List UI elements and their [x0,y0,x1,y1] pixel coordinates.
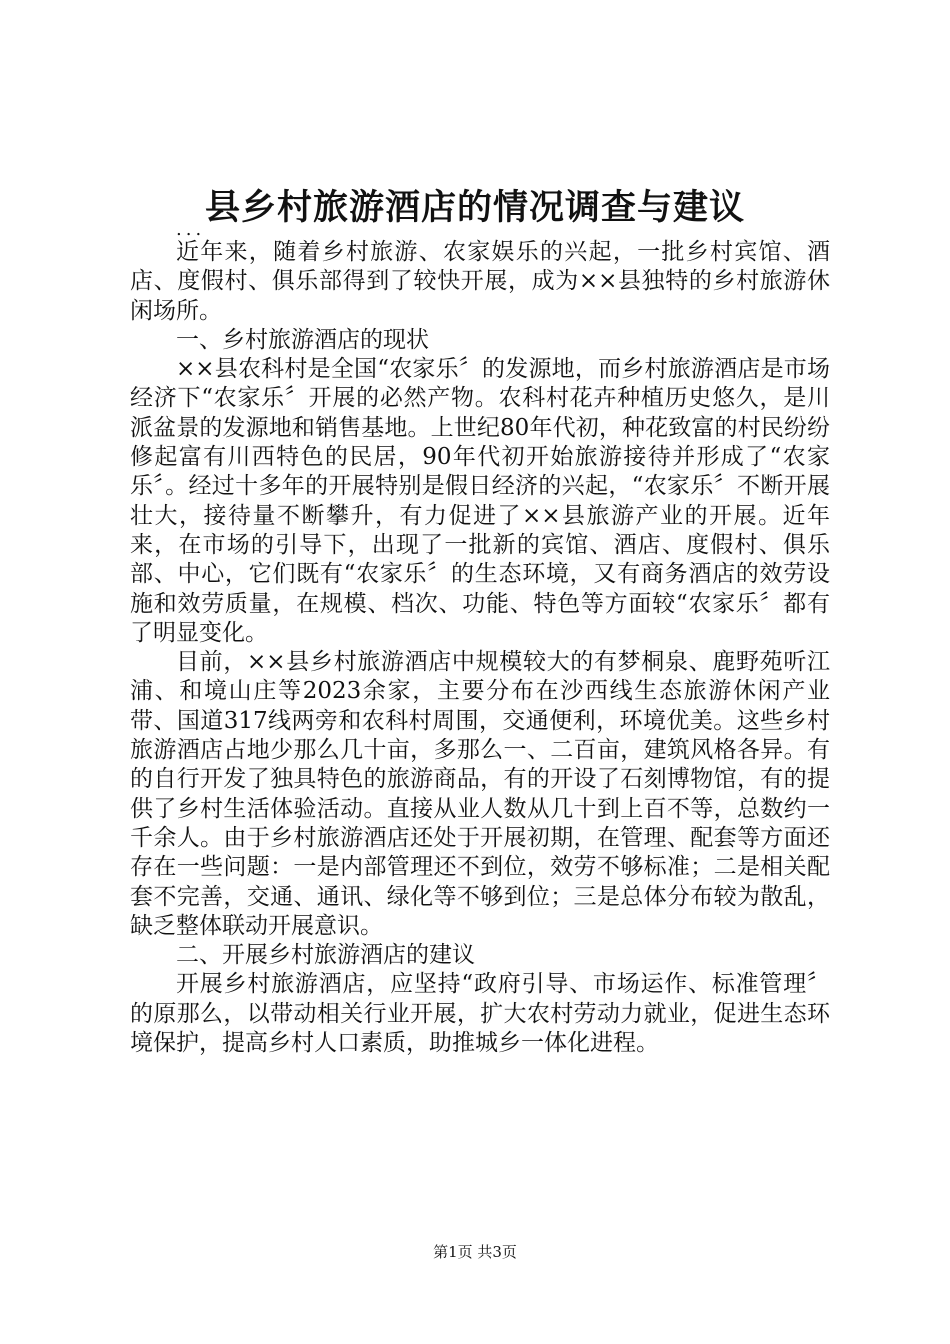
page-footer: 第1页 共3页 [433,1243,517,1261]
section-heading-2: 二、开展乡村旅游酒店的建议 [176,942,475,969]
document-body [130,238,830,1058]
paragraph-status: ××县农科村是全国“农家乐〞的发源地，而乡村旅游酒店是市场经济下“农家乐〞开展的必然产物。农科村花卉种植历史悠久，是川派盆景的发源地和销售基地。上世纪80年代初，种花致富的村民纷纷修起富有川西特色的民居，90年代初开始旅游接待并形成了“农家乐〞。经过十多年的开展特别是假日经济的兴起，“农家乐〞不断开展壮大，接待量不断攀升，有力促进了××县旅游产业的开展。近年来，在市场的引导下，出现了一批新的宾馆、酒店、度假村、俱乐部、中心，它们既有“农家乐〞的生态环境，又有商务酒店的效劳设施和效劳质量，在规模、档次、功能、特色等方面较“农家乐〞都有了明显变化。 [130,356,830,646]
section-heading-1: 一、乡村旅游酒店的现状 [176,326,429,353]
paragraph-current: 目前，××县乡村旅游酒店中规模较大的有梦桐泉、鹿野苑听江浦、和境山庄等2023余家，主要分布在沙西线生态旅游休闲产业带、国道317线两旁和农科村周围，交通便利，环境优美。这些乡村旅游酒店占地少那么几十亩，多那么一、二百亩，建筑风格各异。有的自行开发了独具特色的旅游商品，有的开设了石刻博物馆，有的提供了乡村生活体验活动。直接从业人数从几十到上百不等，总数约一千余人。由于乡村旅游酒店还处于开展初期，在管理、配套等方面还存在一些问题：一是内部管理还不到位，效劳不够标准；二是相关配套不完善，交通、通讯、绿化等不够到位；三是总体分布较为散乱，缺乏整体联动开展意识。 [130,649,830,939]
paragraph-suggestion: 开展乡村旅游酒店，应坚持“政府引导、市场运作、标准管理〞的原那么，以带动相关行业开展，扩大农村劳动力就业，促进生态环境保护，提高乡村人口素质，助推城乡一体化进程。 [130,971,830,1057]
document-title: 县乡村旅游酒店的情况调查与建议 [204,187,745,228]
ellipsis-marker: ... [176,219,206,240]
paragraph-intro: 近年来，随着乡村旅游、农家娱乐的兴起，一批乡村宾馆、酒店、度假村、俱乐部得到了较快开展，成为××县独特的乡村旅游休闲场所。 [130,239,830,324]
